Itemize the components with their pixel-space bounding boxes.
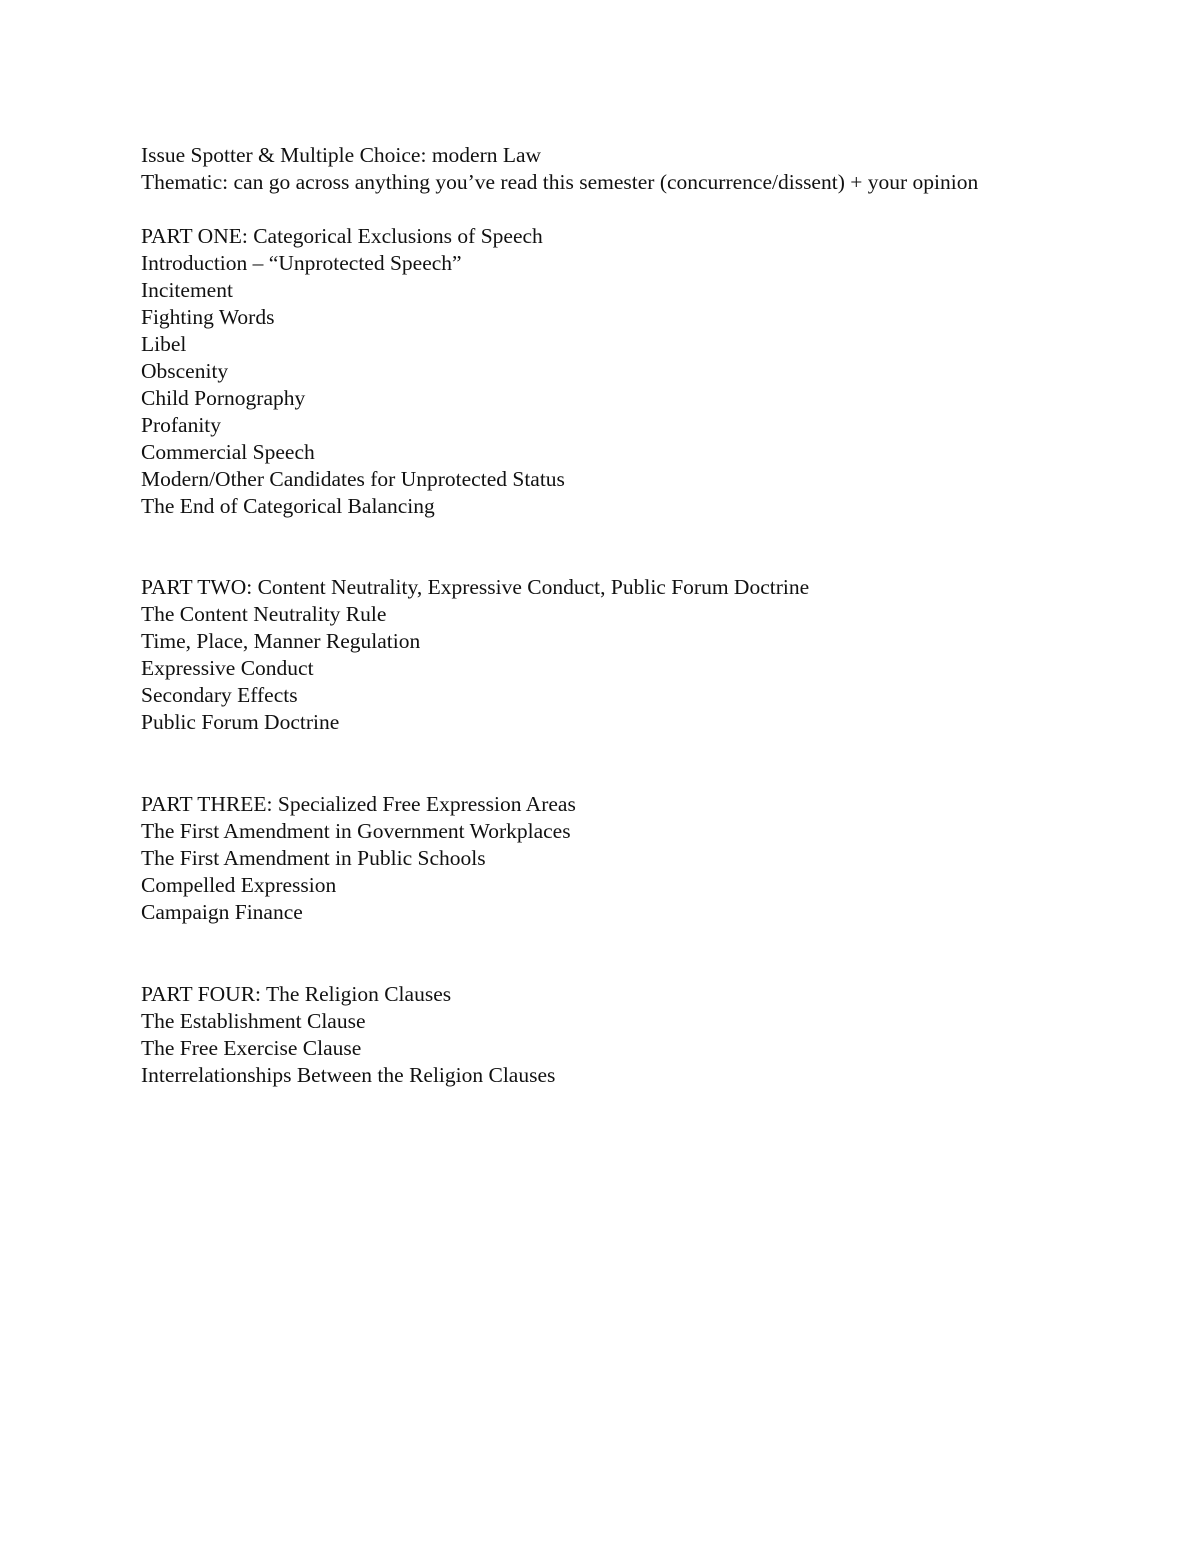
document-body [141,142,1141,1089]
exam-format-notes [141,142,1141,196]
topic-item: Expressive Conduct [141,656,314,680]
topic-list [141,1008,1141,1089]
section-heading: PART FOUR: The Religion Clauses [141,982,452,1006]
section-heading: PART THREE: Specialized Free Expression Areas [141,792,576,816]
section-heading: PART TWO: Content Neutrality, Expressive Conduct, Public Forum Doctrine [141,575,810,599]
exam-note-thematic: Thematic: can go across anything you’ve read this semester (concurrence/dissent) + your opinion [141,170,979,194]
topic-item: The Establishment Clause [141,1009,366,1033]
section-part-two [141,574,1141,736]
topic-item: Commercial Speech [141,440,315,464]
topic-item: Incitement [141,278,233,302]
topic-item: Public Forum Doctrine [141,710,340,734]
topic-item: The End of Categorical Balancing [141,494,435,518]
topic-list [141,601,1141,736]
section-part-three [141,791,1141,926]
topic-item: Time, Place, Manner Regulation [141,629,421,653]
topic-item: Introduction – “Unprotected Speech” [141,251,462,275]
topic-item: Obscenity [141,359,229,383]
topic-item: The Content Neutrality Rule [141,602,387,626]
topic-item: Child Pornography [141,386,306,410]
exam-note-issue-spotter: Issue Spotter & Multiple Choice: modern Law [141,143,542,167]
topic-item: Interrelationships Between the Religion Clauses [141,1063,556,1087]
topic-item: Compelled Expression [141,873,337,897]
topic-item: Secondary Effects [141,683,298,707]
topic-item: The First Amendment in Government Workplaces [141,819,571,843]
topic-list [141,818,1141,926]
topic-item: Modern/Other Candidates for Unprotected Status [141,467,565,491]
topic-list [141,250,1141,520]
topic-item: The Free Exercise Clause [141,1036,362,1060]
section-heading: PART ONE: Categorical Exclusions of Speech [141,224,543,248]
topic-item: The First Amendment in Public Schools [141,846,486,870]
topic-item: Campaign Finance [141,900,303,924]
topic-item: Libel [141,332,187,356]
topic-item: Profanity [141,413,222,437]
section-part-four [141,981,1141,1089]
section-part-one [141,223,1141,520]
topic-item: Fighting Words [141,305,275,329]
